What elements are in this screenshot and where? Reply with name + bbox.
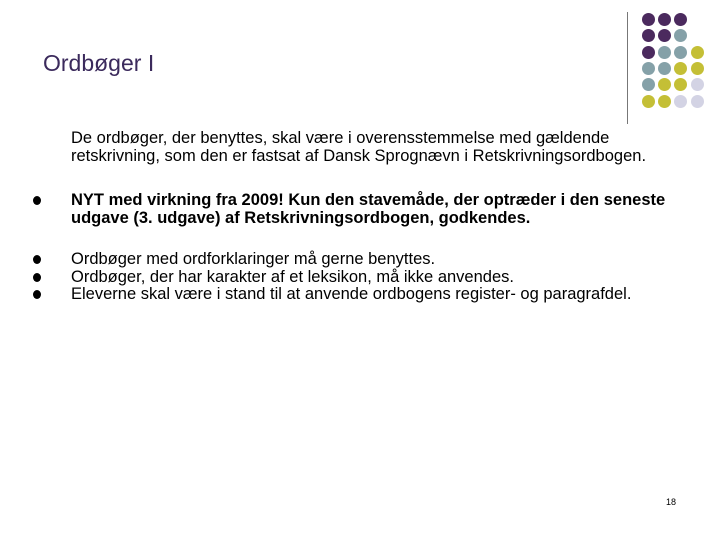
decorative-dot	[674, 78, 687, 91]
bullet-text: Ordbøger, der har karakter af et leksikon, må ikke anvendes.	[71, 267, 514, 286]
bullet-item-not-allowed	[71, 269, 681, 287]
bullet-dot-icon	[33, 290, 41, 299]
decorative-dot	[642, 13, 655, 26]
bullet-dot-icon	[33, 196, 41, 205]
decorative-dot	[674, 62, 687, 75]
decorative-dot	[674, 95, 687, 108]
decorative-dot	[691, 62, 704, 75]
decorative-dot	[658, 13, 671, 26]
decorative-divider-line	[627, 12, 628, 124]
decorative-dot	[658, 29, 671, 42]
decorative-dot	[674, 29, 687, 42]
page-number: 18	[666, 497, 677, 507]
decorative-dot	[691, 46, 704, 59]
decorative-dot	[691, 78, 704, 91]
decorative-dot	[642, 62, 655, 75]
bullet-item-skills	[71, 286, 681, 304]
bullet-item-new-rule	[71, 192, 681, 227]
decorative-dot	[674, 13, 687, 26]
decorative-dot	[658, 62, 671, 75]
bullet-text: Ordbøger med ordforklaringer må gerne benyttes.	[71, 250, 436, 268]
bullet-text: Eleverne skal være i stand til at anvende ordbogens register- og paragrafdel.	[71, 285, 632, 303]
decorative-dot	[642, 78, 655, 91]
decorative-dot	[658, 78, 671, 91]
bullet-text: NYT med virkning fra 2009! Kun den stavemåde, der optræder i den seneste udgave (3. udgave) af Retskrivningsordbogen, godkendes.	[71, 191, 666, 227]
slide-body	[71, 130, 681, 304]
decorative-dot	[642, 29, 655, 42]
slide-title: Ordbøger I	[43, 50, 155, 76]
bullet-dot-icon	[33, 273, 41, 282]
decorative-dot	[691, 95, 704, 108]
bullet-item-allowed	[71, 251, 681, 269]
decorative-dot	[642, 95, 655, 108]
decorative-dot	[658, 95, 671, 108]
decorative-dot	[642, 46, 655, 59]
bullet-dot-icon	[33, 255, 41, 264]
decorative-dot	[658, 46, 671, 59]
decorative-dot	[674, 46, 687, 59]
intro-paragraph: De ordbøger, der benyttes, skal være i overensstemmelse med gældende retskrivning, som den er fastsat af Dansk Sprognævn i Retskrivningsordbogen.	[71, 129, 647, 165]
